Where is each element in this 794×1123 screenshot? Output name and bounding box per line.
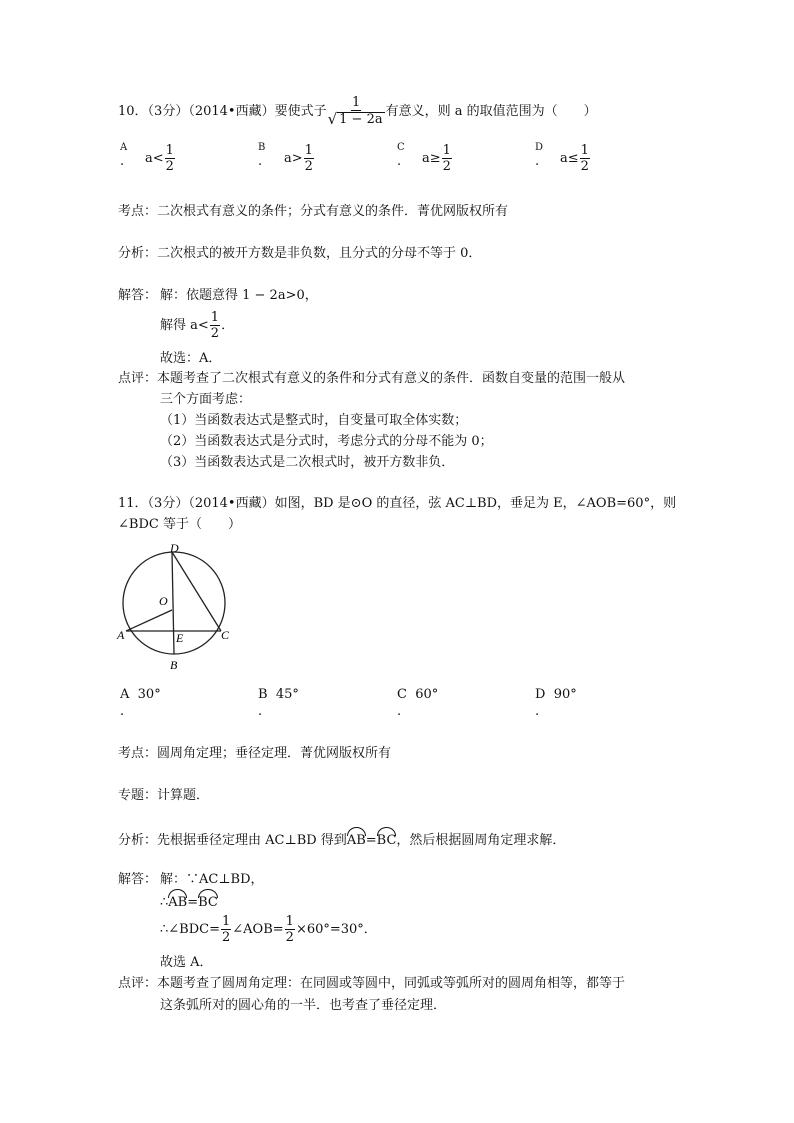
diameter-bd (172, 552, 174, 654)
q10-dianping-line2: 三个方面考虑： (160, 392, 252, 407)
arc-ab: AB (346, 833, 366, 848)
q10-dianping-line4: （2）当函数表达式是分式时，考虑分式的分母不能为 0； (160, 434, 493, 449)
q10-kaodian: 考点：二次根式有意义的条件；分式有意义的条件．菁优网版权所有 (118, 204, 509, 219)
q11-jieda-line3-mid: ∠AOB= (232, 922, 284, 937)
q11-fenxi-pre: 分析：先根据垂径定理由 AC⊥BD 得到 (118, 833, 347, 848)
q10-option-b-num: 1 (304, 143, 313, 158)
q10-option-c-den: 2 (442, 159, 451, 174)
figure-label-o: O (159, 594, 168, 608)
q11-kaodian: 考点：圆周角定理；垂径定理．菁优网版权所有 (118, 746, 392, 761)
q10-option-a-dot: . (120, 154, 125, 169)
q11-option-c-dot: . (397, 704, 402, 719)
q11-option-a-dot: . (120, 704, 125, 719)
sqrt-icon: √ (327, 110, 338, 128)
q10-option-c-frac (442, 144, 452, 173)
q10-option-a-expr (145, 144, 176, 173)
q10-dianping-line5: （3）当函数表达式是二次根式时，被开方数非负． (160, 455, 455, 470)
q10-option-c-expr (422, 144, 453, 173)
q10-frac-den: 1 − 2a (339, 112, 383, 127)
q10-sqrt (328, 112, 385, 127)
q10-option-b-frac (304, 144, 314, 173)
q11-frac2-den: 2 (285, 930, 294, 945)
q10-jieda-line3: 故选：A． (160, 351, 222, 366)
q11-jieda-line2-pre: ∴ (160, 895, 169, 910)
q10-stem (118, 96, 597, 127)
q11-option-c-value: 60° (415, 687, 439, 702)
segment-ao (126, 610, 172, 631)
q10-stem-post: 有意义，则 a 的取值范围为（ ） (385, 104, 597, 119)
q11-jieda-label: 解答： (118, 872, 158, 887)
arc-ab-2: AB (168, 895, 188, 910)
figure-label-b: B (170, 658, 178, 672)
q10-option-a-label: A (120, 142, 128, 153)
arc-bc: BC (376, 833, 397, 848)
q10-option-d (535, 142, 543, 169)
q11-frac2-num: 1 (285, 914, 294, 929)
q11-jieda-line3-post: ×60°=30°． (295, 922, 377, 937)
q10-option-d-den: 2 (580, 159, 589, 174)
q10-frac-num: 1 (351, 95, 361, 110)
q11-fenxi-post: ，然后根据圆周角定理求解． (396, 833, 566, 848)
q11-circle-figure (114, 538, 244, 672)
q10-fenxi: 分析：二次根式的被开方数是非负数，且分式的分母不等于 0． (118, 246, 482, 261)
q10-dianping-line3: （1）当函数表达式是整式时，自变量可取全体实数； (160, 413, 468, 428)
q10-jieda-frac-num: 1 (210, 310, 220, 325)
q11-jieda-line3 (160, 915, 377, 944)
q10-option-b-var: a (284, 151, 292, 166)
q11-frac1-den: 2 (221, 930, 231, 945)
q10-option-b-expr (284, 144, 315, 173)
q10-option-a-op: < (152, 151, 164, 166)
q10-option-c (397, 142, 405, 169)
q11-dianping-line2: 这条弧所对的圆心角的一半．也考查了垂径定理． (160, 998, 447, 1013)
q10-option-c-dot: . (397, 154, 402, 169)
q11-option-d (535, 686, 577, 719)
q11-stem-line1: 11．（3分）（2014•西藏）如图，BD 是⊙O 的直径，弦 AC⊥BD，垂足为 E，∠AOB=60°，则 (118, 496, 677, 511)
q10-jieda-frac-den: 2 (210, 326, 220, 341)
figure-label-c: C (221, 628, 230, 642)
q10-option-d-op: ≤ (567, 151, 579, 166)
q11-fenxi-eq: = (365, 833, 377, 848)
q11-zhuanti: 专题：计算题． (118, 788, 210, 803)
q11-jieda-frac-1 (221, 915, 231, 944)
q10-option-d-var: a (560, 151, 568, 166)
q11-option-b-value: 45° (275, 687, 299, 702)
q11-jieda-line3-pre: ∴∠BDC= (160, 922, 220, 937)
q11-jieda-line2-eq: = (187, 895, 199, 910)
q11-option-d-value: 90° (553, 687, 577, 702)
q10-option-d-frac (580, 144, 590, 173)
arc-bc-2: BC (198, 895, 218, 910)
q10-option-b-op: > (291, 151, 303, 166)
q10-dianping-line1: 点评：本题考查了二次根式有意义的条件和分式有意义的条件．函数自变量的范围一般从 (118, 371, 626, 386)
q11-fenxi (118, 832, 565, 850)
q11-option-a-value: 30° (137, 687, 161, 702)
q11-dianping-line1: 点评：本题考查了圆周角定理：在同圆或等圆中，同弧或等弧所对的圆周角相等，都等于 (118, 976, 626, 991)
q11-jieda-line2 (160, 894, 218, 912)
q11-jieda-frac-2 (285, 915, 295, 944)
q10-option-a (120, 142, 127, 169)
q10-option-d-label: D (535, 142, 544, 153)
figure-label-e: E (176, 631, 184, 645)
q10-option-c-label: C (397, 142, 405, 153)
q11-frac1-num: 1 (221, 914, 231, 929)
q10-option-c-op: ≥ (429, 151, 441, 166)
q10-option-b-den: 2 (304, 159, 313, 174)
q10-jieda-label: 解答： (118, 288, 158, 303)
q11-jieda-line1: 解：∵AC⊥BD， (160, 872, 264, 887)
q11-option-a (120, 686, 161, 719)
figure-label-d: D (170, 541, 179, 555)
q10-option-c-var: a (422, 151, 430, 166)
q10-jieda-line1: 解：依题意得 1 − 2a>0， (160, 288, 318, 303)
q10-jieda-line2 (160, 311, 234, 340)
q10-option-b-dot: . (258, 154, 263, 169)
q11-option-d-label: D (535, 687, 546, 702)
q11-option-b-label: B (258, 687, 268, 702)
q11-option-b (258, 686, 299, 719)
q10-option-d-dot: . (535, 154, 540, 169)
q10-jieda-line2-pre: 解得 a< (160, 318, 209, 333)
q10-stem-pre: 10．（3分）（2014•西藏）要使式子 (118, 104, 327, 119)
q10-option-a-num: 1 (165, 143, 174, 158)
q10-jieda-frac (210, 311, 220, 340)
q10-option-c-num: 1 (442, 143, 451, 158)
segment-dc (172, 552, 221, 631)
q10-jieda-line2-post: ． (221, 318, 235, 333)
q11-option-c (397, 686, 438, 719)
q10-option-a-frac (165, 144, 175, 173)
q11-stem-line2: ∠BDC 等于（ ） (118, 517, 241, 532)
q10-option-d-expr (560, 144, 591, 173)
q11-option-b-dot: . (258, 704, 263, 719)
q11-option-a-label: A (120, 687, 130, 702)
q11-option-d-dot: . (535, 704, 540, 719)
q10-option-b (258, 142, 265, 169)
q10-option-b-label: B (258, 142, 266, 153)
figure-label-a: A (117, 628, 125, 642)
q10-option-d-num: 1 (580, 143, 589, 158)
q11-jieda-line4: 故选 A． (160, 955, 213, 970)
q10-stem-fraction (328, 96, 385, 127)
q11-option-c-label: C (397, 687, 407, 702)
q10-option-a-var: a (145, 151, 153, 166)
q10-option-a-den: 2 (165, 159, 174, 174)
